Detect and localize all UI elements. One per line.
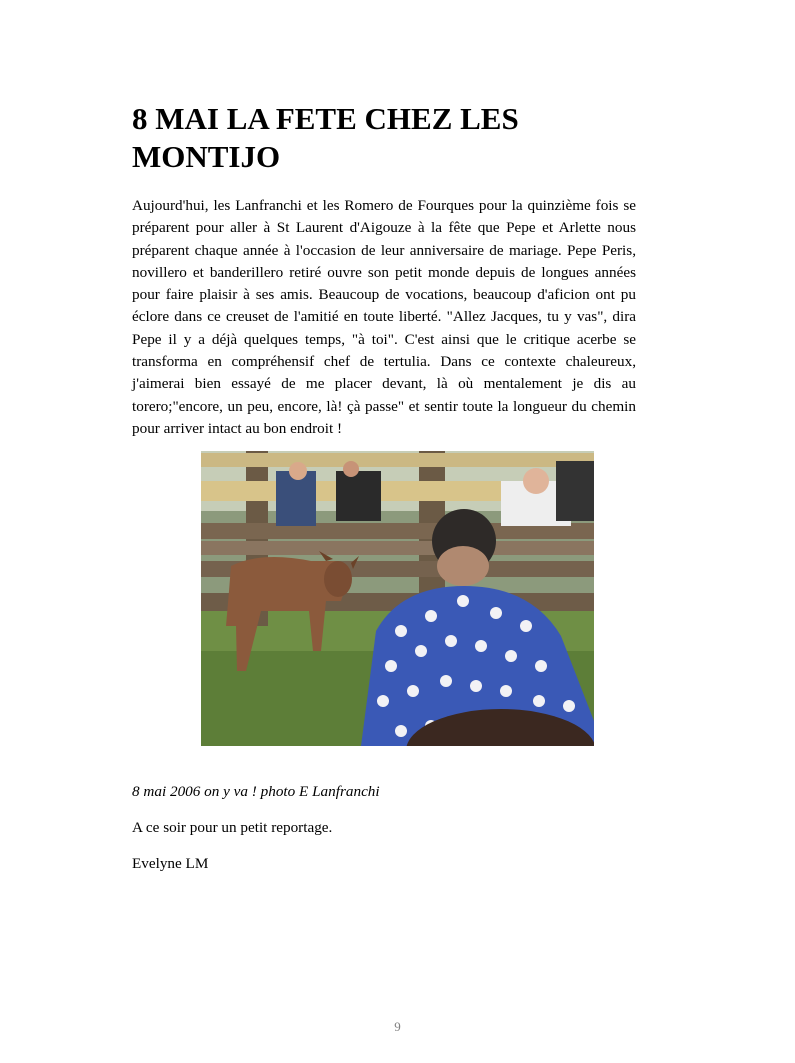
author-signature: Evelyne LM xyxy=(132,855,209,872)
photo-caption: 8 mai 2006 on y va ! photo E Lanfranchi xyxy=(132,783,380,800)
article-body: Aujourd'hui, les Lanfranchi et les Romero de Fourques pour la quinzième fois se préparent pour aller à St Laurent d'Aigouze à la fête que Pepe et Arlette nous préparent chaque année à l'occasion de leur anniversaire de mariage. Pepe Peris, novillero et banderillero retiré ouvre son petit monde depuis de longues années pour faire plaisir à ses amis. Beaucoup de vocations, beaucoup d'aficion ont pu éclore dans ce creuset de l'amitié en toute liberté. "Allez Jacques, tu y vas", dira Pepe il y a déjà quelques temps, "à toi". C'est ainsi que le critique acerbe se transforma en compréhensif chef de tertulia. Dans ce contexte chaleureux, j'aimerai bien essayé de me placer devant, là où mentalement je dis au torero;"encore, un peu, encore, là! çà passe" et sentir toute la longueur du chemin pour arriver intact au bon endroit ! xyxy=(132,197,636,437)
closing-note: A ce soir pour un petit reportage. xyxy=(132,819,333,836)
page-number: 9 xyxy=(394,1019,401,1034)
photo-calf-fence xyxy=(201,451,594,746)
article-title: 8 MAI LA FETE CHEZ LES MONTIJO xyxy=(132,101,519,174)
